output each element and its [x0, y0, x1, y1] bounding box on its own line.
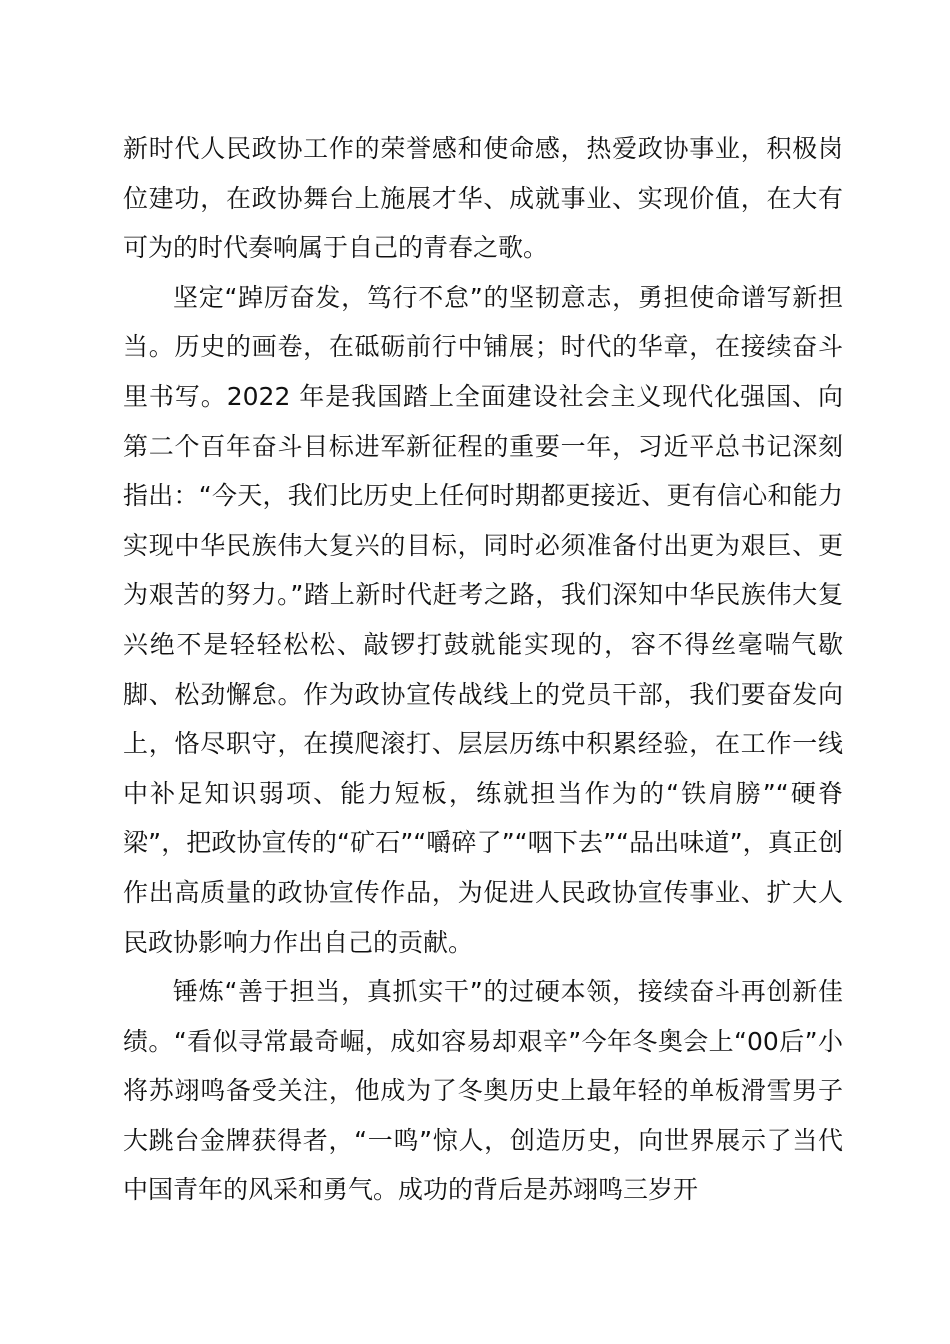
paragraph-hone-skills: 锤炼“善于担当，真抓实干”的过硬本领，接续奋斗再创新佳绩。“看似寻常最奇崛，成如容易却艰辛”今年冬奥会上“00后”小将苏翊鸣备受关注，他成为了冬奥历史上最年轻的单板滑雪男子大跳台金牌获得者，“一鸣”惊人，创造历史，向世界展示了当代中国青年的风采和勇气。成功的背后是苏翊鸣三岁开 [123, 977, 843, 1205]
document-page [123, 124, 843, 1215]
paragraph-resolute-will: 坚定“踔厉奋发，笃行不怠”的坚韧意志，勇担使命谱写新担当。历史的画卷，在砥砺前行中铺展；时代的华章，在接续奋斗里书写。2022 年是我国踏上全面建设社会主义现代化强国、向第二个百年奋斗目标进军新征程的重要一年，习近平总书记深刻指出：“今天，我们比历史上任何时期都更接近、更有信心和能力实现中华民族伟大复兴的目标，同时必须准备付出更为艰巨、更为艰苦的努力。”踏上新时代赶考之路，我们深知中华民族伟大复兴绝不是轻轻松松、敲锣打鼓就能实现的，容不得丝毫喘气歇脚、松劲懈怠。作为政协宣传战线上的党员干部，我们要奋发向上，恪尽职守，在摸爬滚打、层层历练中积累经验，在工作一线中补足知识弱项、能力短板，练就担当作为的“铁肩膀”“硬脊梁”，把政协宣传的“矿石”“嚼碎了”“咽下去”“品出味道”，真正创作出高质量的政协宣传作品，为促进人民政协宣传事业、扩大人民政协影响力作出自己的贡献。 [123, 282, 843, 957]
paragraph-continuation: 新时代人民政协工作的荣誉感和使命感，热爱政协事业，积极岗位建功，在政协舞台上施展才华、成就事业、实现价值，在大有可为的时代奏响属于自己的青春之歌。 [123, 134, 843, 263]
